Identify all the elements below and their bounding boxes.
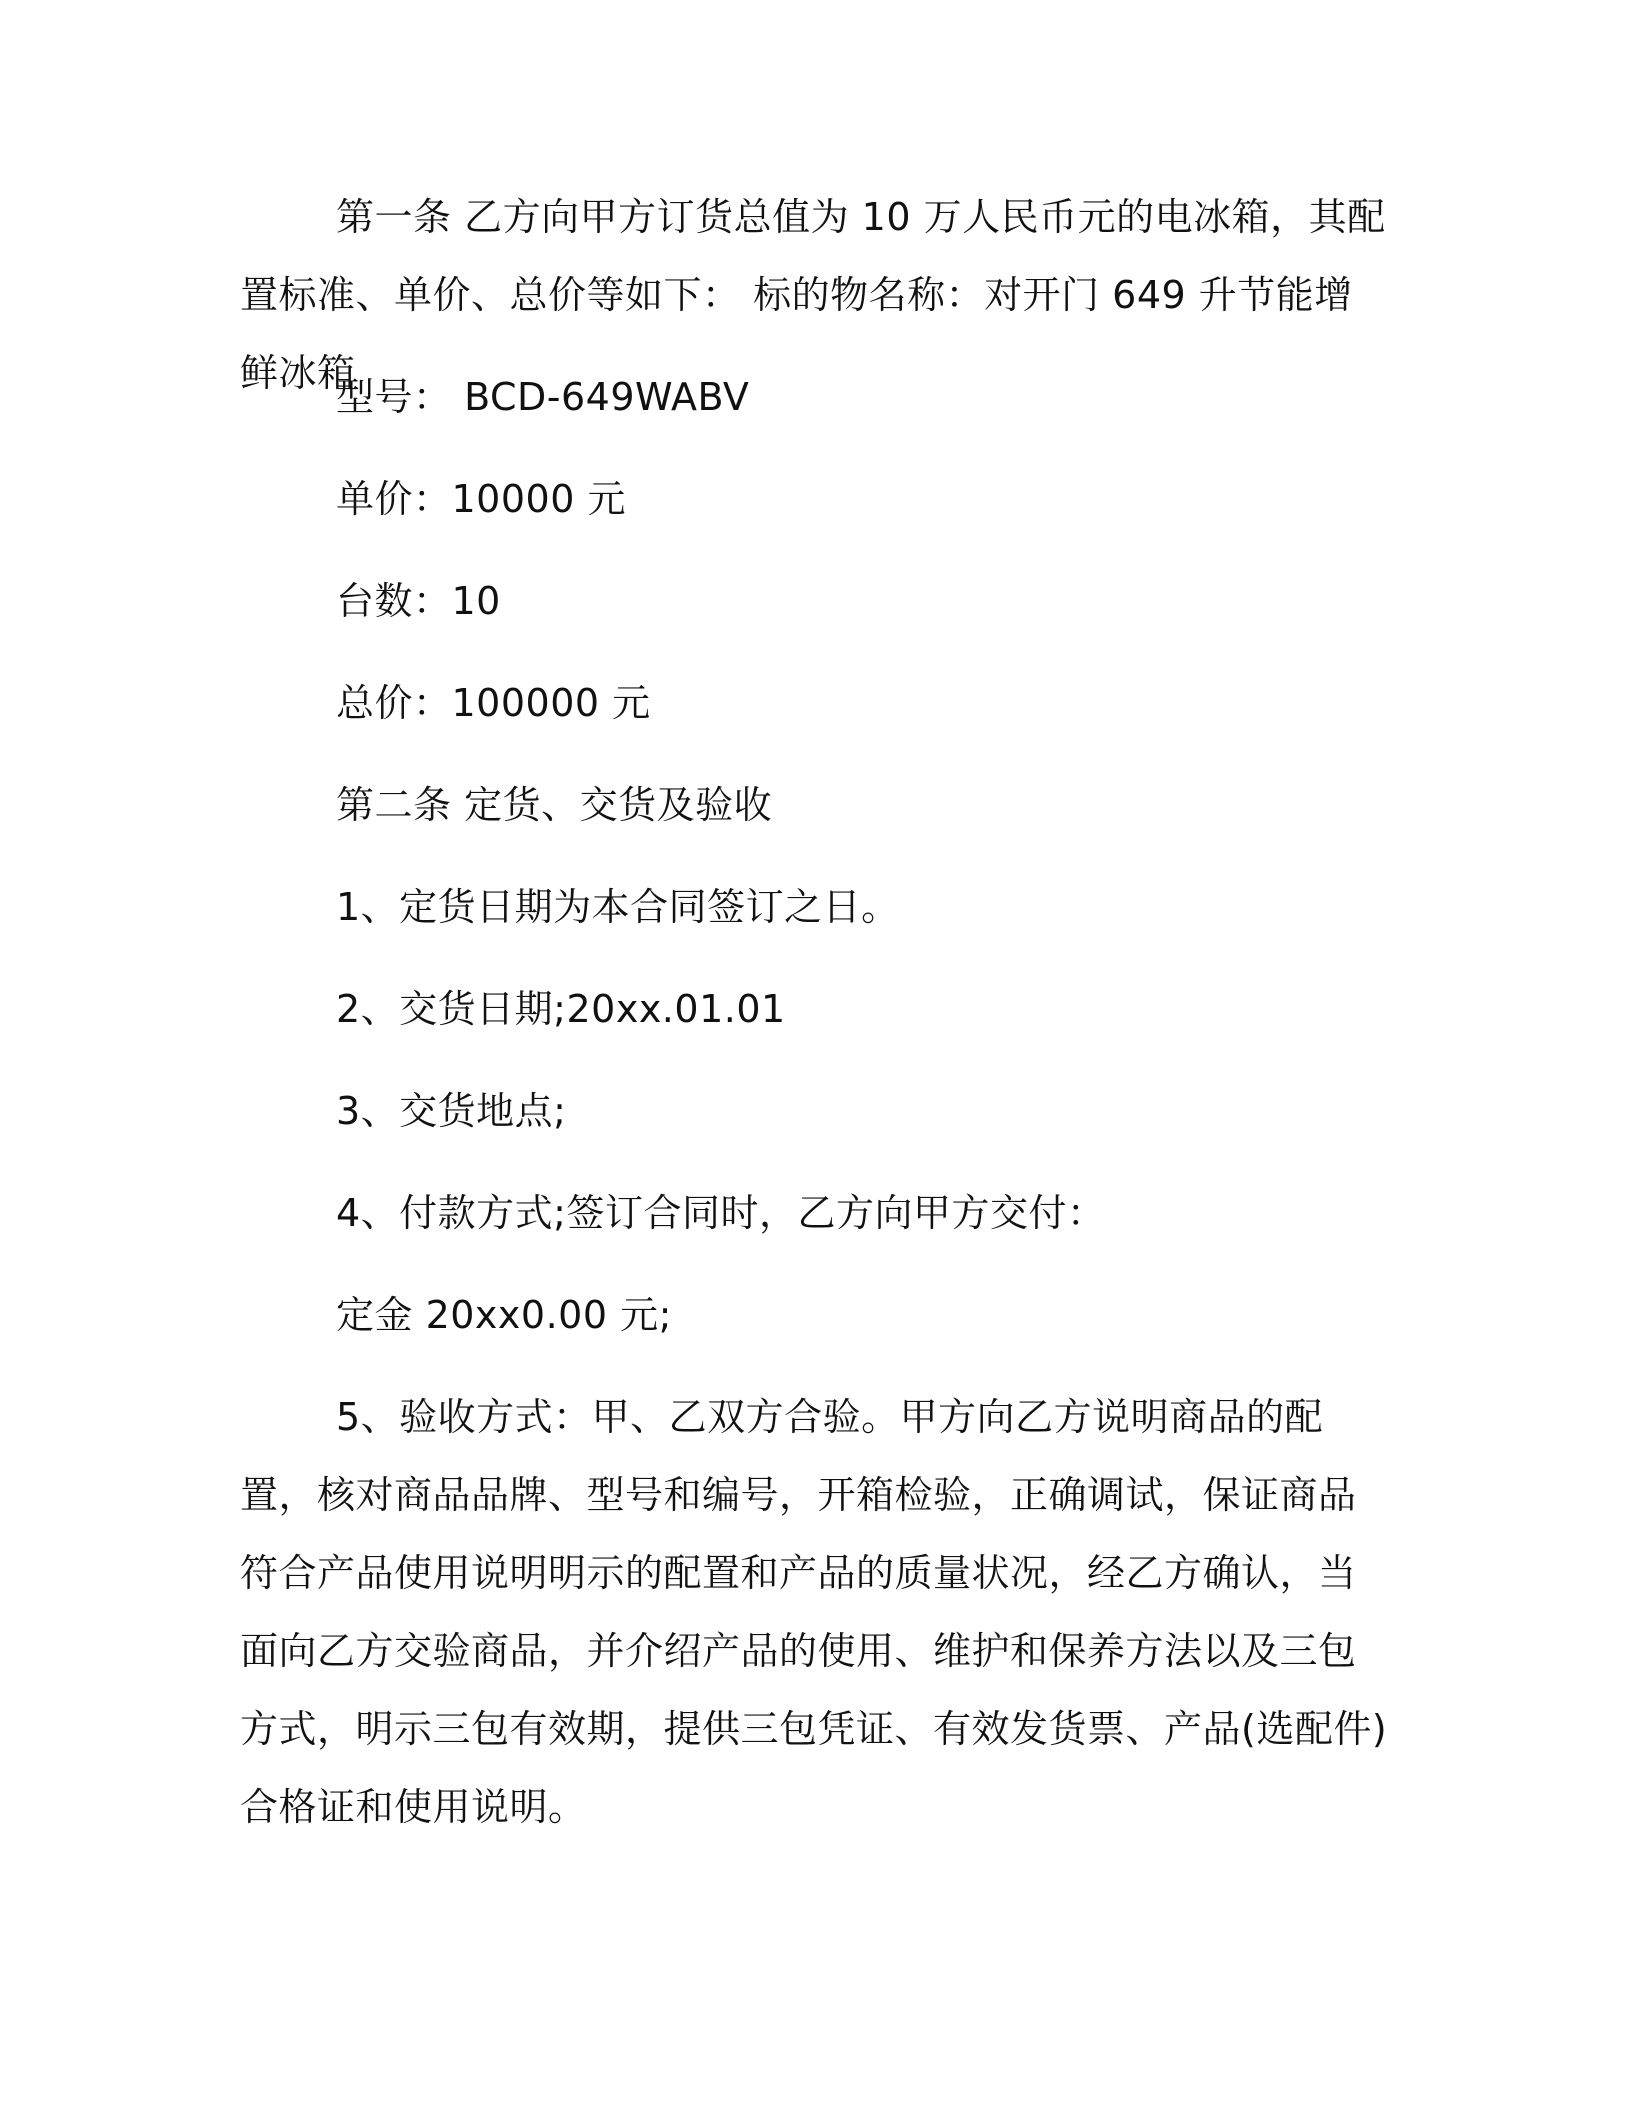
deposit-line: 定金 20xx0.00 元; [336,1293,672,1337]
item3-line: 3、交货地点; [336,1089,567,1133]
model-line: 型号： BCD-649WABV [336,375,750,419]
item2-line: 2、交货日期;20xx.01.01 [336,987,786,1031]
article1-intro-paragraph: 第一条 乙方向甲方订货总值为 10 万人民币元的电冰箱，其配置标准、单价、总价等如下： 标的物名称：对开门 649 升节能增鲜冰箱 [240,195,1386,395]
article2-heading: 第二条 定货、交货及验收 [336,783,773,827]
total-price-line: 总价：100000 元 [336,681,651,725]
unit-price-line: 单价：10000 元 [336,477,626,521]
item5-paragraph: 5、验收方式：甲、乙双方合验。甲方向乙方说明商品的配置，核对商品品牌、型号和编号，开箱检验，正确调试，保证商品符合产品使用说明明示的配置和产品的质量状况，经乙方确认，当面向乙方交验商品，并介绍产品的使用、维护和保养方法以及三包方式，明示三包有效期，提供三包凭证、有效发货票、产品(选配件)合格证和使用说明。 [240,1395,1388,1829]
quantity-line: 台数：10 [336,579,501,623]
item1-line: 1、定货日期为本合同签订之日。 [336,885,900,929]
item4-line: 4、付款方式;签订合同时，乙方向甲方交付： [336,1191,1106,1235]
